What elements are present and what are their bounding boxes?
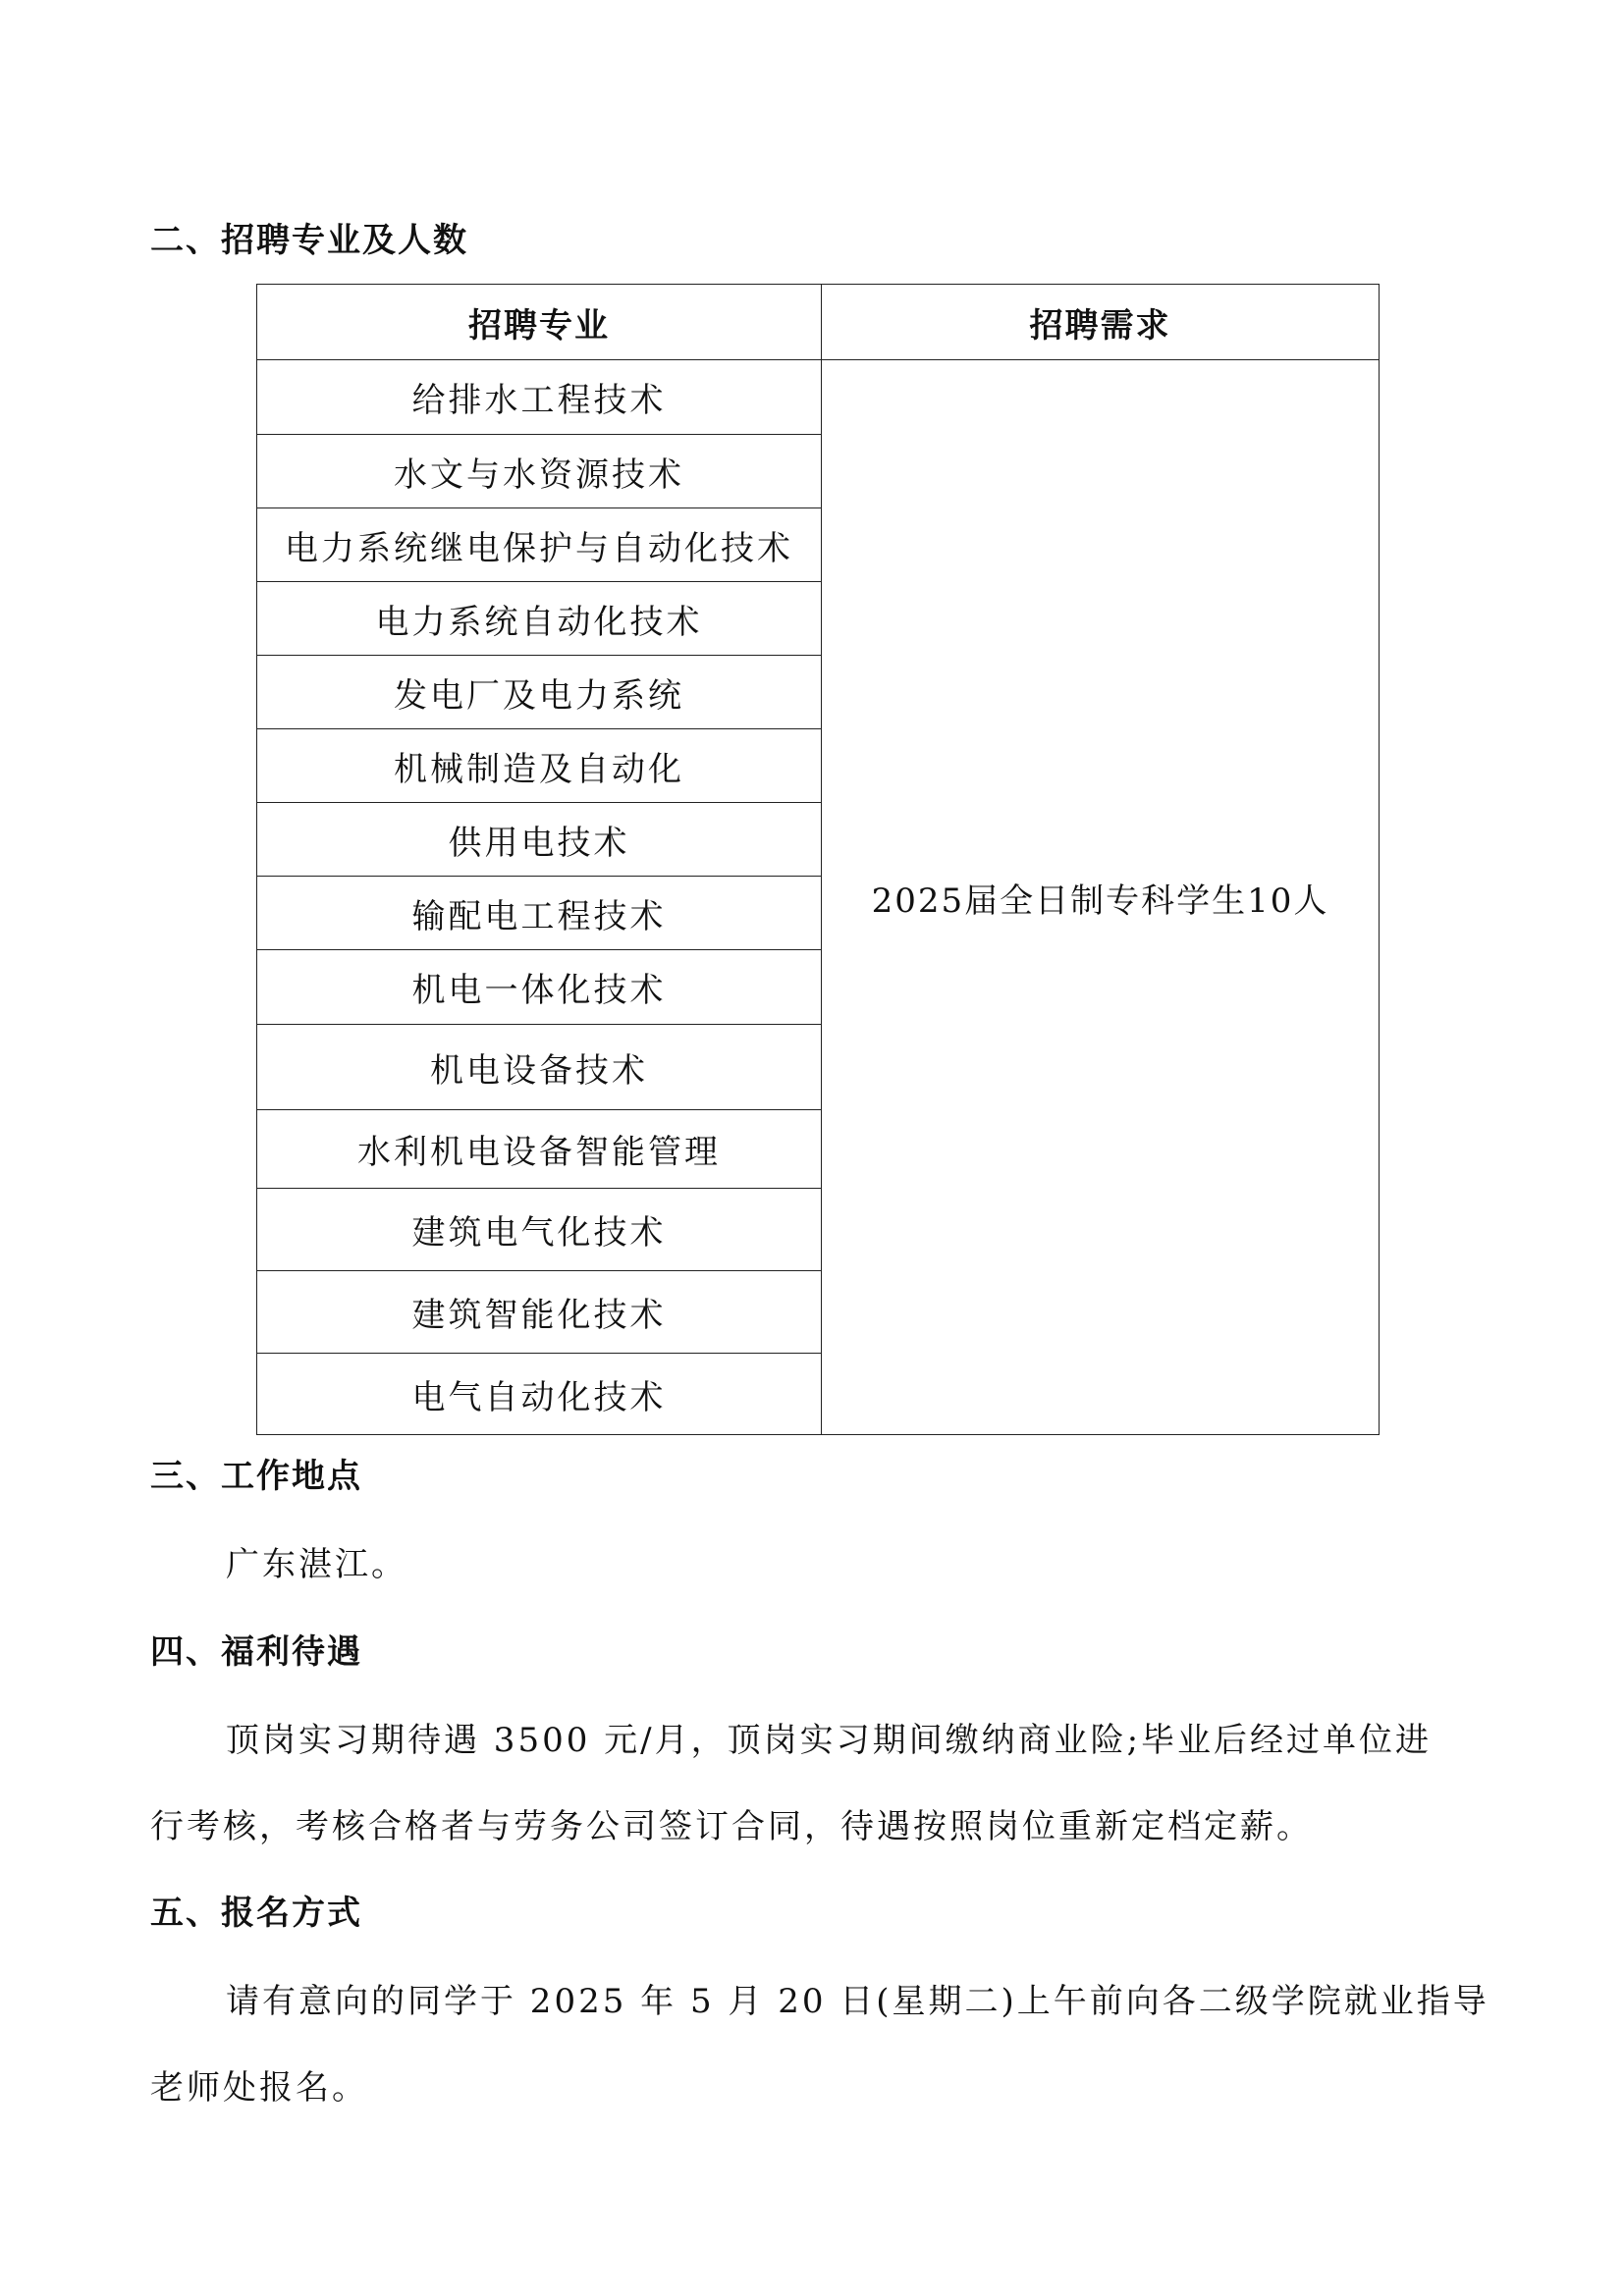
recruitment-table — [256, 284, 1380, 1435]
major-cell: 给排水工程技术 — [257, 360, 822, 435]
major-cell: 供用电技术 — [257, 803, 822, 877]
table-header-row — [257, 285, 1380, 360]
major-cell: 水利机电设备智能管理 — [257, 1110, 822, 1189]
header-demand: 招聘需求 — [822, 285, 1380, 360]
major-cell: 发电厂及电力系统 — [257, 656, 822, 729]
location-text: 广东湛江。 — [226, 1545, 407, 1584]
major-cell: 水文与水资源技术 — [257, 435, 822, 508]
major-cell: 机电一体化技术 — [257, 950, 822, 1025]
benefits-line-1: 顶岗实习期待遇 3500 元/月，顶岗实习期间缴纳商业险;毕业后经过单位进 — [226, 1721, 1433, 1760]
major-cell: 机电设备技术 — [257, 1025, 822, 1110]
section-heading-majors: 二、招聘专业及人数 — [150, 221, 468, 260]
section-heading-benefits: 四、福利待遇 — [150, 1632, 362, 1672]
section-heading-signup: 五、报名方式 — [150, 1894, 362, 1933]
demand-cell: 2025届全日制专科学生10人 — [822, 360, 1380, 1435]
major-cell: 建筑电气化技术 — [257, 1189, 822, 1271]
major-cell: 电气自动化技术 — [257, 1354, 822, 1435]
major-cell: 电力系统继电保护与自动化技术 — [257, 508, 822, 582]
major-cell: 机械制造及自动化 — [257, 729, 822, 803]
signup-line-1: 请有意向的同学于 2025 年 5 月 20 日(星期二)上午前向各二级学院就业指导 — [226, 1982, 1489, 2021]
major-cell: 电力系统自动化技术 — [257, 582, 822, 656]
section-heading-location: 三、工作地点 — [150, 1457, 362, 1496]
table-row — [257, 360, 1380, 435]
header-major: 招聘专业 — [257, 285, 822, 360]
major-cell: 输配电工程技术 — [257, 877, 822, 950]
signup-line-2: 老师处报名。 — [150, 2068, 368, 2108]
benefits-line-2: 行考核，考核合格者与劳务公司签订合同，待遇按照岗位重新定档定薪。 — [150, 1807, 1313, 1846]
major-cell: 建筑智能化技术 — [257, 1271, 822, 1354]
